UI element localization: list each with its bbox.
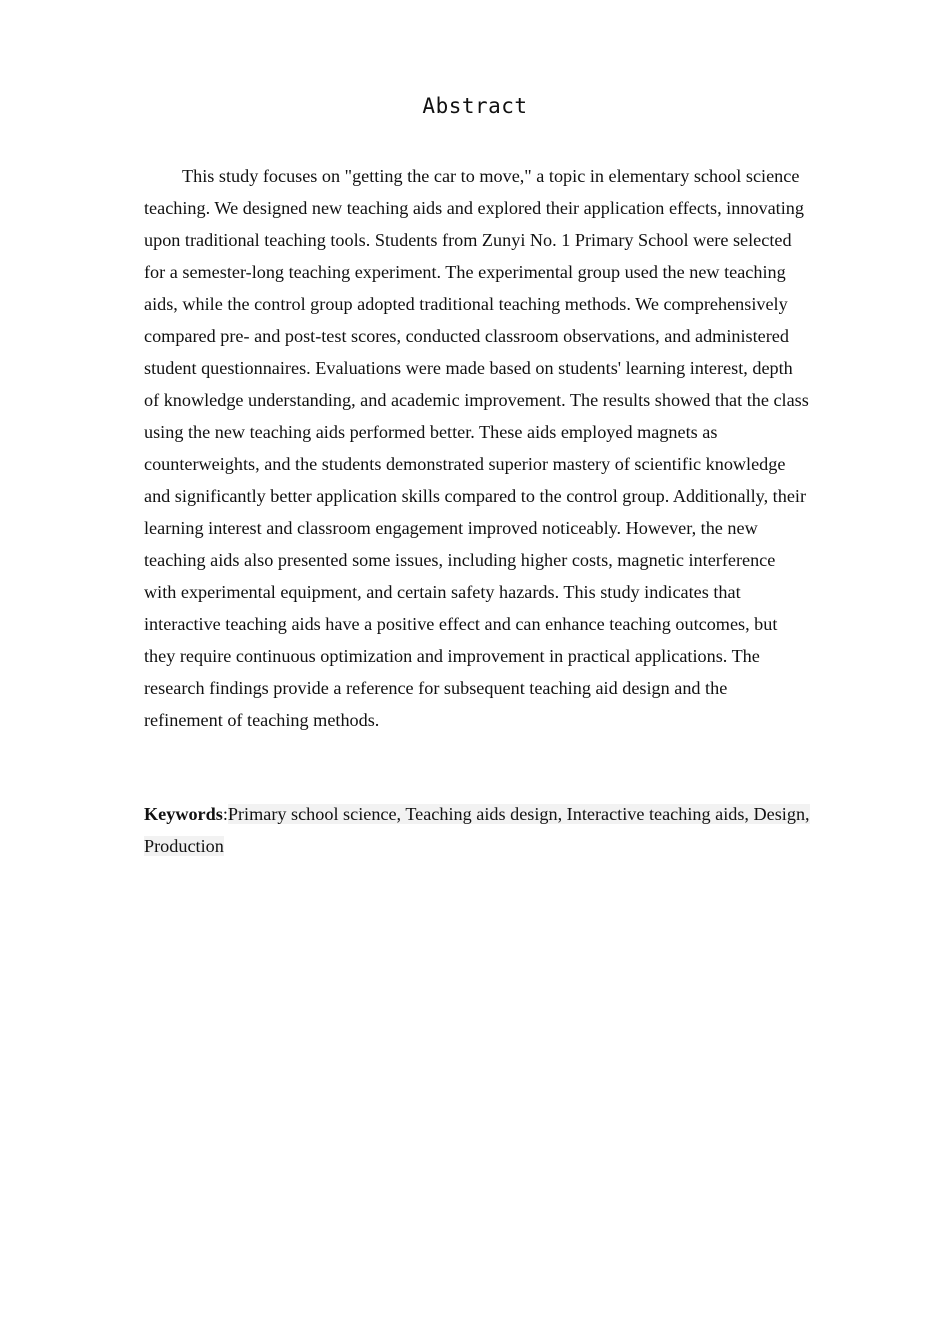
keywords-value: Primary school science, Teaching aids design, Interactive teaching aids, Design, Production <box>144 804 810 856</box>
keywords-separator: : <box>222 804 228 824</box>
page-title: Abstract <box>422 94 528 118</box>
abstract-paragraph: This study focuses on "getting the car to move," a topic in elementary school science teaching. We designed new teaching aids and explored their application effects, innovating upon traditional teaching tools. Students from Zunyi No. 1 Primary School were selected for a semester-long teaching experiment. The experimental group used the new teaching aids, while the control group adopted traditional teaching methods. We comprehensively compared pre- and post-test scores, conducted classroom observations, and administered student questionnaires. Evaluations were made based on students' learning interest, depth of knowledge understanding, and academic improvement. The results showed that the class using the new teaching aids performed better. These aids employed magnets as counterweights, and the students demonstrated superior mastery of scientific knowledge and significantly better application skills compared to the control group. Additionally, their learning interest and classroom engagement improved noticeably. However, the new teaching aids also presented some issues, including higher costs, magnetic interference with experimental equipment, and certain safety hazards. This study indicates that interactive teaching aids have a positive effect and can enhance teaching outcomes, but they require continuous optimization and improvement in practical applications. The research findings provide a reference for subsequent teaching aid design and the refinement of teaching methods. <box>144 166 809 730</box>
keywords-label: Keywords <box>144 804 223 824</box>
keywords-line <box>144 798 810 862</box>
